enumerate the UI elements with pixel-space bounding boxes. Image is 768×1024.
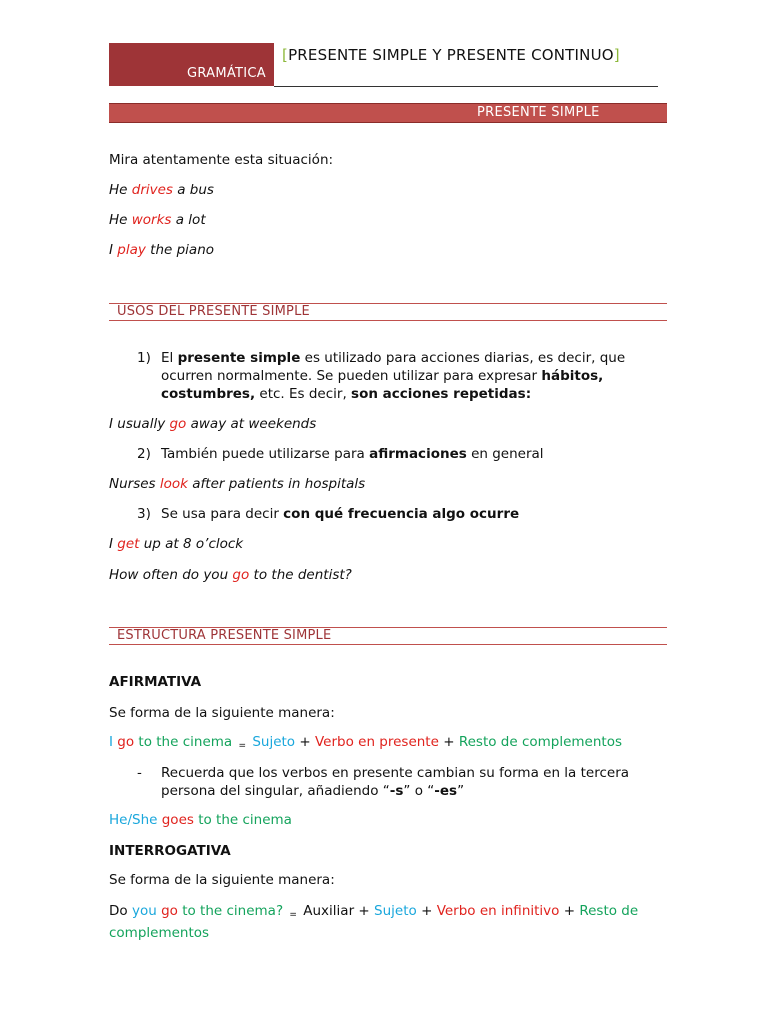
formula-aux-example: Do <box>109 903 128 919</box>
formula-rest: Resto de complementos <box>458 734 623 750</box>
section-band-title: PRESENTE SIMPLE <box>477 105 600 120</box>
title-text: PRESENTE SIMPLE Y PRESENTE CONTINUO <box>288 46 614 64</box>
interrogativa-formula <box>109 902 659 942</box>
example-verb: drives <box>131 182 173 198</box>
item-text: Se usa para decir <box>161 506 284 522</box>
example-text: I usually <box>109 416 170 432</box>
intro-example-1 <box>109 181 214 199</box>
example-verb: go <box>232 567 250 583</box>
plus-sign: + <box>299 734 311 750</box>
formula-aux: Auxiliar <box>303 903 355 919</box>
header-divider <box>274 86 658 87</box>
usos-example-1 <box>109 415 316 433</box>
item-text: También puede utilizarse para <box>161 446 370 462</box>
section-band <box>109 103 667 123</box>
example-text: away at weekends <box>186 416 317 432</box>
item-bold: son acciones repetidas: <box>351 386 532 402</box>
equals-sign: = <box>289 910 297 920</box>
item-text: El <box>161 350 178 366</box>
title-bracket-open: [ <box>282 46 289 64</box>
example-verb: goes <box>161 812 194 828</box>
item-bold: presente simple <box>177 350 301 366</box>
note-dash: - <box>137 765 142 781</box>
intro-prompt: Mira atentamente esta situación: <box>109 152 334 168</box>
example-text: a lot <box>171 212 206 228</box>
formula-subject: Sujeto <box>374 903 417 919</box>
usos-item-1-number: 1) <box>137 350 151 366</box>
usos-item-2 <box>161 445 661 463</box>
item-bold: hábitos, costumbres, <box>161 368 604 402</box>
formula-rest-example: to the cinema? <box>182 903 284 919</box>
plus-sign: + <box>358 903 370 919</box>
example-text: up at 8 o’clock <box>139 536 244 552</box>
item-text: es utilizado para acciones diarias, es decir, que ocurren normalmente. Se pueden utilizar para expresar <box>161 350 626 384</box>
example-text: He <box>109 212 132 228</box>
usos-item-3 <box>161 505 661 523</box>
note-bold: -s <box>389 783 404 799</box>
example-text: I <box>109 536 118 552</box>
usos-item-1 <box>161 349 661 403</box>
intro-example-3 <box>109 241 214 259</box>
note-text: Recuerda que los verbos en presente cambian su forma en la tercera persona del singular, añadiendo “ <box>161 765 630 799</box>
usos-example-3a <box>109 535 243 553</box>
example-verb: works <box>131 212 172 228</box>
formula-verb: Verbo en infinitivo <box>436 903 560 919</box>
formula-subject: Sujeto <box>252 734 296 750</box>
usos-example-3b <box>109 566 352 584</box>
plus-sign: + <box>421 903 433 919</box>
usos-item-2-number: 2) <box>137 446 151 462</box>
formula-subject-example: I <box>109 734 113 750</box>
usos-heading <box>109 303 667 321</box>
example-rest: to the cinema <box>198 812 292 828</box>
formula-rest-example: to the cinema <box>138 734 233 750</box>
example-text: I <box>109 242 118 258</box>
usos-example-2 <box>109 475 365 493</box>
formula-rest: Resto de complementos <box>109 903 639 941</box>
interrogativa-title: INTERROGATIVA <box>109 843 231 859</box>
equals-sign: = <box>238 741 247 751</box>
plus-sign: + <box>563 903 576 919</box>
note-text: ” o “ <box>403 783 435 799</box>
item-text: etc. Es decir, <box>255 386 352 402</box>
formula-verb-example: go <box>117 734 135 750</box>
example-verb: get <box>117 536 140 552</box>
afirmativa-title: AFIRMATIVA <box>109 674 202 690</box>
example-text: Nurses <box>109 476 160 492</box>
afirmativa-desc: Se forma de la siguiente manera: <box>109 705 335 721</box>
example-text: He <box>109 182 132 198</box>
header-section-label: GRAMÁTICA <box>186 66 266 81</box>
formula-subject-example: you <box>131 903 157 919</box>
example-subject: He/She <box>109 812 158 828</box>
example-text: How often do you <box>109 567 233 583</box>
document-title <box>282 46 662 64</box>
item-bold: con qué frecuencia algo ocurre <box>283 506 520 522</box>
note-text: ” <box>457 783 465 799</box>
item-text: en general <box>466 446 544 462</box>
interrogativa-desc: Se forma de la siguiente manera: <box>109 872 335 888</box>
afirmativa-example-2 <box>109 811 292 829</box>
usos-item-3-number: 3) <box>137 506 151 522</box>
formula-verb-example: go <box>161 903 178 919</box>
usos-heading-text: USOS DEL PRESENTE SIMPLE <box>117 304 310 319</box>
intro-example-2 <box>109 211 206 229</box>
example-text: after patients in hospitals <box>187 476 366 492</box>
example-verb: look <box>159 476 188 492</box>
item-bold: afirmaciones <box>369 446 467 462</box>
note-bold: -es <box>434 783 458 799</box>
plus-sign: + <box>443 734 455 750</box>
header-section-box <box>109 43 274 86</box>
formula-verb: Verbo en presente <box>314 734 439 750</box>
afirmativa-formula <box>109 733 622 755</box>
example-verb: play <box>117 242 146 258</box>
estructura-heading <box>109 627 667 645</box>
estructura-heading-text: ESTRUCTURA PRESENTE SIMPLE <box>117 628 332 643</box>
title-bracket-close: ] <box>613 46 620 64</box>
example-text: the piano <box>145 242 215 258</box>
third-person-note <box>161 764 661 800</box>
example-text: a bus <box>172 182 214 198</box>
example-verb: go <box>169 416 187 432</box>
example-text: to the dentist? <box>249 567 352 583</box>
